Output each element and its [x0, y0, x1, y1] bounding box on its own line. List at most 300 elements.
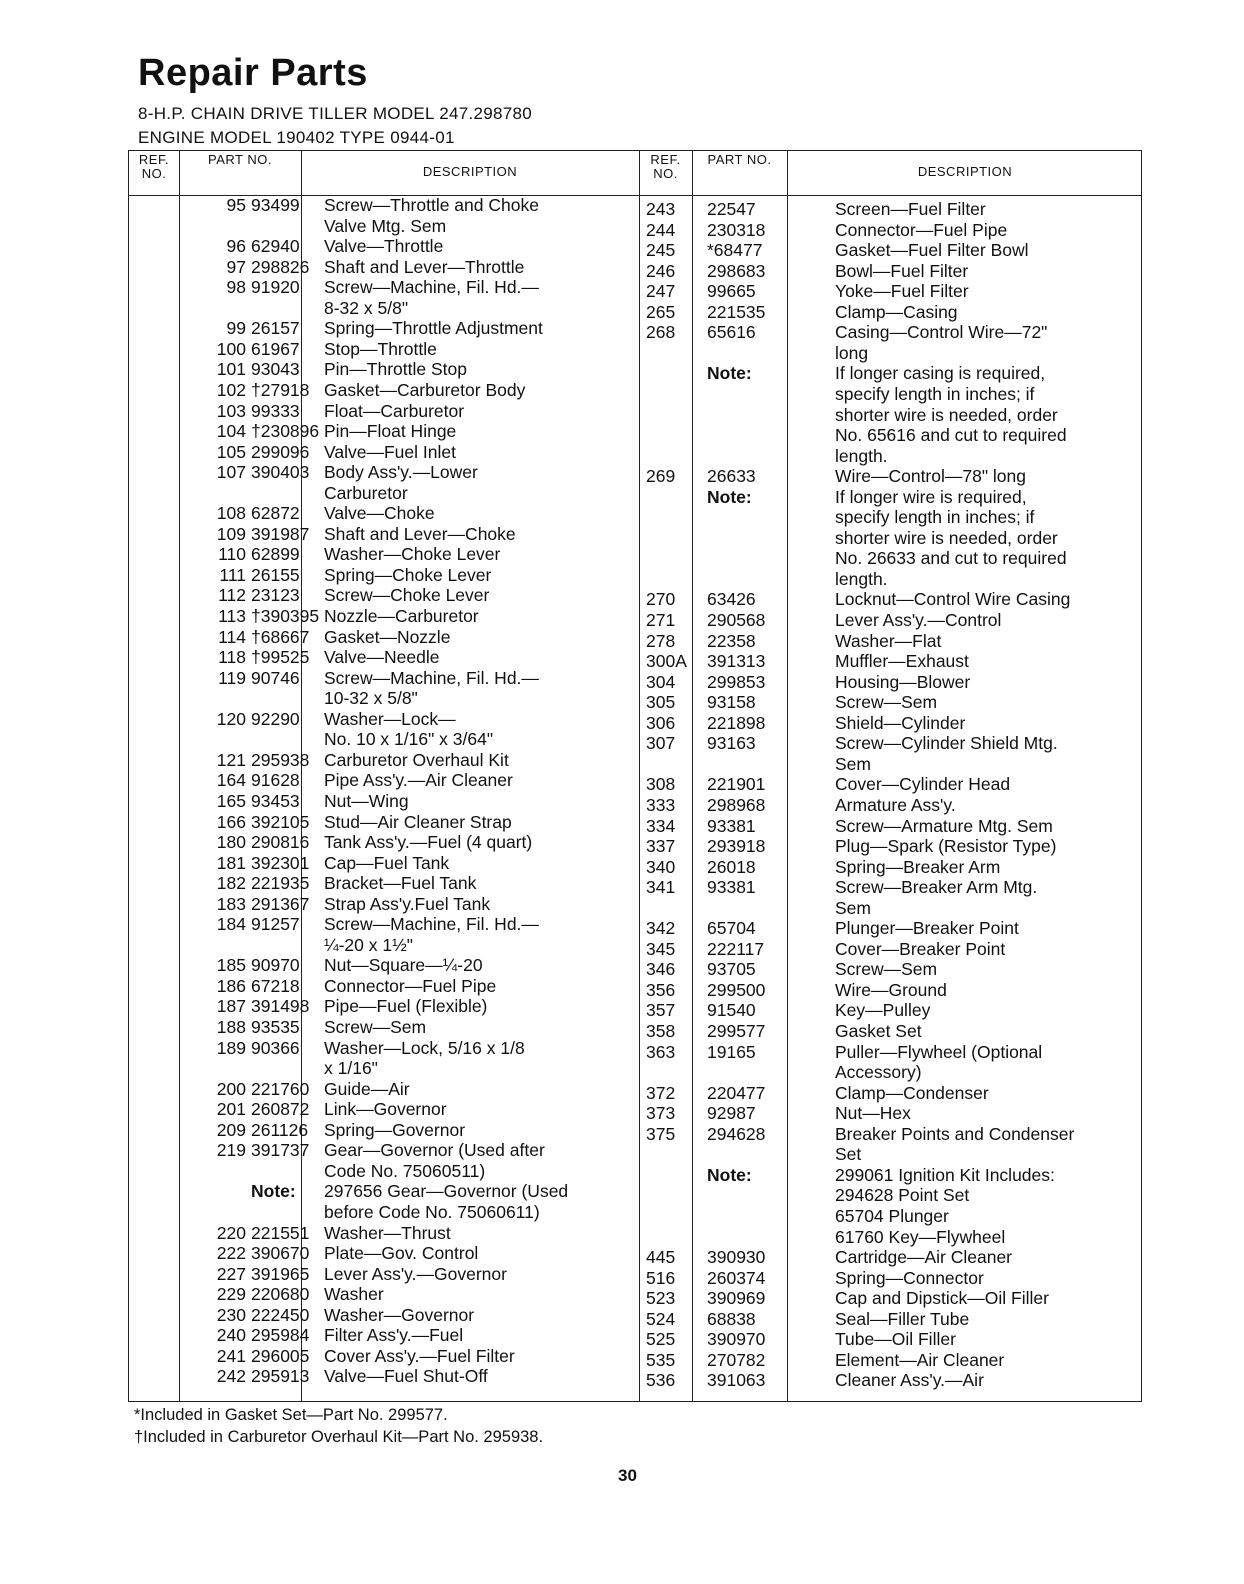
- part-cell: 230318: [707, 219, 766, 240]
- ref-cell: 308: [646, 774, 676, 795]
- part-cell: 299577: [707, 1021, 766, 1041]
- part-cell: †390395: [251, 606, 320, 626]
- ref-cell: 341: [646, 877, 676, 898]
- description-cell: Stop—Throttle: [324, 338, 437, 359]
- description-cell: Accessory): [835, 1062, 922, 1083]
- ref-cell: 96: [226, 236, 246, 257]
- description-cell: Valve—Throttle: [324, 236, 444, 257]
- description-cell: Washer—Choke Lever: [324, 544, 501, 565]
- part-cell: †27918: [251, 379, 310, 400]
- ref-cell: 227: [216, 1263, 246, 1284]
- part-cell: 91628: [251, 770, 300, 791]
- ref-cell: 164: [216, 770, 246, 791]
- part-cell: Note:: [707, 363, 752, 384]
- part-cell: 295938: [251, 749, 310, 770]
- description-cell: No. 10 x 1/16" x 3/64": [324, 729, 494, 750]
- part-cell: Note:: [251, 1181, 296, 1202]
- description-cell: Wire—Ground: [835, 979, 947, 1000]
- description-cell: long: [835, 342, 869, 363]
- ref-cell: 247: [646, 281, 676, 302]
- footnote-carburetor-kit: †Included in Carburetor Overhaul Kit—Part No. 295938.: [134, 1428, 544, 1446]
- description-cell: Cartridge—Air Cleaner: [835, 1247, 1013, 1268]
- description-cell: Screw—Breaker Arm Mtg.: [835, 877, 1038, 898]
- ref-cell: 337: [646, 836, 676, 857]
- description-cell: Valve—Fuel Inlet: [324, 441, 456, 462]
- ref-cell: 200: [216, 1078, 246, 1099]
- ref-cell: 346: [646, 959, 676, 980]
- part-cell: 90366: [251, 1037, 300, 1058]
- part-cell: 91920: [251, 277, 300, 298]
- description-cell: Float—Carburetor: [324, 400, 465, 421]
- part-cell: 65704: [707, 918, 756, 939]
- part-cell: 93535: [251, 1017, 300, 1037]
- description-cell: Carburetor: [324, 482, 408, 503]
- ref-cell: 524: [646, 1308, 676, 1329]
- ref-cell: 104: [216, 421, 246, 442]
- page-title: Repair Parts: [138, 52, 368, 94]
- ref-cell: 535: [646, 1349, 676, 1370]
- description-cell: shorter wire is needed, order: [835, 404, 1058, 425]
- description-cell: Gear—Governor (Used after: [324, 1140, 545, 1161]
- footnote-gasket-set: *Included in Gasket Set—Part No. 299577.: [134, 1406, 448, 1424]
- description-cell: Shaft and Lever—Choke: [324, 523, 516, 544]
- ref-cell: 165: [216, 790, 246, 811]
- description-cell: If longer wire is required,: [835, 486, 1027, 507]
- part-cell: 296005: [251, 1345, 310, 1366]
- part-cell: 26633: [707, 466, 756, 487]
- part-cell: 62899: [251, 544, 300, 565]
- ref-cell: 186: [216, 975, 246, 996]
- part-cell: 93158: [707, 692, 756, 713]
- part-cell: 391063: [707, 1370, 766, 1391]
- ref-cell: 121: [216, 749, 246, 770]
- ref-cell: 356: [646, 979, 676, 1000]
- description-cell: Tube—Oil Filler: [835, 1329, 956, 1350]
- part-cell: 93499: [251, 195, 300, 215]
- ref-cell: 357: [646, 1000, 676, 1021]
- description-cell: Connector—Fuel Pipe: [835, 219, 1008, 240]
- part-cell: 23123: [251, 585, 300, 606]
- ref-cell: 222: [216, 1243, 246, 1264]
- ref-cell: 180: [216, 832, 246, 853]
- ref-cell: 358: [646, 1021, 676, 1041]
- header-description: DESCRIPTION: [422, 164, 518, 179]
- part-cell: 221760: [251, 1078, 310, 1099]
- description-cell: Nut—Wing: [324, 790, 409, 811]
- part-cell: 22358: [707, 630, 756, 651]
- description-cell: Shield—Cylinder: [835, 712, 966, 733]
- description-cell: 294628 Point Set: [835, 1185, 970, 1206]
- description-cell: Sem: [835, 897, 871, 918]
- ref-cell: 342: [646, 918, 676, 939]
- part-cell: 93705: [707, 959, 756, 980]
- part-cell: 90970: [251, 955, 300, 976]
- part-cell: 91540: [707, 1000, 756, 1021]
- description-cell: Screw—Machine, Fil. Hd.—: [324, 277, 539, 298]
- part-cell: 270782: [707, 1349, 766, 1370]
- part-cell: 222117: [707, 938, 765, 959]
- description-cell: Locknut—Control Wire Casing: [835, 589, 1071, 610]
- ref-cell: 188: [216, 1017, 246, 1037]
- part-cell: †99525: [251, 647, 310, 668]
- header-description-right: DESCRIPTION: [917, 164, 1013, 179]
- description-cell: Screw—Cylinder Shield Mtg.: [835, 733, 1058, 754]
- column-divider: [301, 151, 302, 1401]
- part-cell: 91257: [251, 914, 300, 935]
- description-cell: Nut—Hex: [835, 1103, 911, 1124]
- ref-cell: 306: [646, 712, 676, 733]
- description-cell: Cap and Dipstick—Oil Filler: [835, 1288, 1049, 1309]
- description-cell: Clamp—Casing: [835, 301, 958, 322]
- ref-cell: 120: [216, 708, 246, 729]
- description-cell: Lever Ass'y.—Governor: [324, 1263, 507, 1284]
- description-cell: Screw—Machine, Fil. Hd.—: [324, 667, 539, 688]
- part-cell: 65616: [707, 322, 756, 343]
- description-cell: Cover—Cylinder Head: [835, 774, 1011, 795]
- part-cell: 19165: [707, 1041, 756, 1062]
- ref-cell: 181: [216, 852, 246, 873]
- part-cell: 92290: [251, 708, 300, 729]
- part-cell: 392105: [251, 811, 310, 832]
- column-divider: [639, 151, 640, 1401]
- part-cell: 99665: [707, 281, 756, 302]
- description-cell: Pin—Throttle Stop: [324, 359, 467, 380]
- part-cell: 221898: [707, 712, 766, 733]
- part-cell: 93453: [251, 790, 300, 811]
- description-cell: Pipe Ass'y.—Air Cleaner: [324, 770, 513, 791]
- ref-cell: 242: [216, 1366, 246, 1387]
- part-cell: 390970: [707, 1329, 766, 1350]
- header-ref-no: REF. NO.: [138, 152, 170, 181]
- description-cell: Yoke—Fuel Filter: [835, 281, 969, 302]
- part-cell: 93381: [707, 815, 756, 836]
- description-cell: Plug—Spark (Resistor Type): [835, 836, 1057, 857]
- description-cell: Filter Ass'y.—Fuel: [324, 1325, 464, 1346]
- description-cell: specify length in inches; if: [835, 383, 1035, 404]
- description-cell: Breaker Points and Condenser: [835, 1123, 1075, 1144]
- part-cell: 26155: [251, 564, 300, 585]
- part-cell: 26018: [707, 856, 756, 877]
- ref-cell: 103: [216, 400, 246, 421]
- ref-cell: 300A: [646, 651, 687, 672]
- ref-cell: 114: [218, 626, 246, 647]
- part-cell: 391313: [707, 651, 766, 672]
- part-cell: 220680: [251, 1284, 310, 1305]
- description-cell: Plate—Gov. Control: [324, 1243, 479, 1264]
- part-cell: 290816: [251, 832, 310, 853]
- description-cell: Stud—Air Cleaner Strap: [324, 811, 512, 832]
- description-cell: Muffler—Exhaust: [835, 651, 969, 672]
- description-cell: Seal—Filler Tube: [835, 1308, 970, 1329]
- ref-cell: 536: [646, 1370, 676, 1391]
- ref-cell: 184: [216, 914, 246, 935]
- part-cell: 222450: [251, 1304, 310, 1325]
- part-cell: 390403: [251, 462, 310, 483]
- part-cell: 62940: [251, 236, 300, 257]
- ref-cell: 271: [646, 610, 676, 630]
- ref-cell: 101: [216, 359, 246, 380]
- column-divider: [692, 151, 693, 1401]
- ref-cell: 112: [218, 585, 246, 606]
- ref-cell: 307: [646, 733, 676, 754]
- part-cell: 392301: [251, 852, 310, 873]
- description-cell: 299061 Ignition Kit Includes:: [835, 1164, 1055, 1185]
- description-cell: Washer—Lock—: [324, 708, 456, 729]
- description-cell: Screen—Fuel Filter: [835, 199, 986, 219]
- description-cell: Spring—Governor: [324, 1119, 466, 1140]
- description-cell: Key—Pulley: [835, 1000, 931, 1021]
- part-cell: 299500: [707, 979, 766, 1000]
- ref-cell: 373: [646, 1103, 676, 1124]
- part-cell: 63426: [707, 589, 756, 610]
- part-cell: 295913: [251, 1366, 310, 1387]
- ref-cell: 108: [216, 503, 246, 524]
- description-cell: length.: [835, 568, 888, 589]
- ref-cell: 241: [216, 1345, 246, 1366]
- part-cell: 293918: [707, 836, 766, 857]
- ref-cell: 523: [646, 1288, 676, 1309]
- ref-cell: 102: [216, 379, 246, 400]
- ref-cell: 230: [216, 1304, 246, 1325]
- description-cell: Bowl—Fuel Filter: [835, 260, 969, 281]
- description-cell: Gasket Set: [835, 1021, 922, 1041]
- description-cell: 61760 Key—Flywheel: [835, 1226, 1006, 1247]
- description-cell: Cleaner Ass'y.—Air: [835, 1370, 984, 1391]
- ref-cell: 270: [646, 589, 676, 610]
- description-cell: No. 65616 and cut to required: [835, 425, 1067, 446]
- ref-cell: 516: [646, 1267, 676, 1288]
- ref-cell: 304: [646, 671, 676, 692]
- description-cell: Guide—Air: [324, 1078, 410, 1099]
- part-cell: 68838: [707, 1308, 756, 1329]
- engine-model-subtitle: ENGINE MODEL 190402 TYPE 0944-01: [138, 128, 455, 147]
- ref-cell: 265: [646, 301, 676, 322]
- description-cell: Casing—Control Wire—72": [835, 322, 1048, 343]
- description-cell: Wire—Control—78" long: [835, 466, 1027, 487]
- part-cell: 92987: [707, 1103, 756, 1124]
- description-cell: Tank Ass'y.—Fuel (4 quart): [324, 832, 533, 853]
- description-cell: x 1/16": [324, 1058, 378, 1079]
- part-cell: 62872: [251, 503, 300, 524]
- part-cell: 390670: [251, 1243, 310, 1264]
- ref-cell: 109: [216, 523, 246, 544]
- description-cell: Valve Mtg. Sem: [324, 215, 447, 236]
- header-part-no: PART NO.: [208, 152, 272, 167]
- description-cell: Body Ass'y.—Lower: [324, 462, 478, 483]
- ref-cell: 98: [226, 277, 246, 298]
- ref-cell: 340: [646, 856, 676, 877]
- description-cell: Screw—Choke Lever: [324, 585, 490, 606]
- ref-cell: 363: [646, 1041, 676, 1062]
- part-cell: 390930: [707, 1247, 766, 1268]
- description-cell: Valve—Fuel Shut-Off: [324, 1366, 488, 1387]
- description-cell: Pipe—Fuel (Flexible): [324, 996, 488, 1017]
- description-cell: Housing—Blower: [835, 671, 971, 692]
- ref-cell: 201: [216, 1099, 246, 1120]
- description-cell: Nut—Square—¼-20: [324, 955, 483, 976]
- description-cell: shorter wire is needed, order: [835, 527, 1058, 548]
- description-cell: Sem: [835, 753, 871, 774]
- description-cell: 297656 Gear—Governor (Used: [324, 1181, 569, 1202]
- description-cell: before Code No. 75060611): [324, 1201, 540, 1222]
- ref-cell: 246: [646, 260, 676, 281]
- description-cell: 65704 Plunger: [835, 1205, 949, 1226]
- description-cell: length.: [835, 445, 888, 466]
- part-cell: 61967: [251, 338, 300, 359]
- description-cell: Element—Air Cleaner: [835, 1349, 1005, 1370]
- description-cell: Washer: [324, 1284, 384, 1305]
- part-cell: 291367: [251, 893, 310, 914]
- ref-cell: 185: [216, 955, 246, 976]
- part-cell: 93163: [707, 733, 756, 754]
- description-cell: Cap—Fuel Tank: [324, 852, 450, 873]
- description-cell: Strap Ass'y.Fuel Tank: [324, 893, 491, 914]
- ref-cell: 99: [226, 318, 246, 339]
- description-cell: Spring—Breaker Arm: [835, 856, 1001, 877]
- part-cell: 221935: [251, 873, 310, 894]
- part-cell: 391965: [251, 1263, 310, 1284]
- ref-cell: 100: [216, 338, 246, 359]
- ref-cell: 113: [218, 606, 246, 626]
- ref-cell: 111: [219, 564, 246, 585]
- part-cell: 391498: [251, 996, 310, 1017]
- column-divider: [787, 151, 788, 1401]
- description-cell: Washer—Flat: [835, 630, 942, 651]
- ref-cell: 345: [646, 938, 676, 959]
- description-cell: 8-32 x 5/8": [324, 297, 409, 318]
- ref-cell: 95: [226, 195, 246, 215]
- description-cell: Cover Ass'y.—Fuel Filter: [324, 1345, 515, 1366]
- parts-table: [128, 150, 1142, 1402]
- ref-cell: 110: [218, 544, 246, 565]
- part-cell: *68477: [707, 240, 763, 261]
- description-cell: Cover—Breaker Point: [835, 938, 1006, 959]
- part-cell: 299096: [251, 441, 310, 462]
- ref-cell: 243: [646, 199, 676, 219]
- part-cell: 26157: [251, 318, 300, 339]
- part-cell: 298826: [251, 256, 310, 277]
- part-cell: 67218: [251, 975, 300, 996]
- ref-cell: 229: [216, 1284, 246, 1305]
- description-cell: Shaft and Lever—Throttle: [324, 256, 525, 277]
- part-cell: 221551: [251, 1222, 310, 1243]
- description-cell: Puller—Flywheel (Optional: [835, 1041, 1043, 1062]
- part-cell: 391987: [251, 523, 310, 544]
- ref-cell: 182: [216, 873, 246, 894]
- description-cell: Armature Ass'y.: [835, 794, 956, 815]
- part-cell: 261126: [251, 1119, 309, 1140]
- ref-cell: 107: [216, 462, 246, 483]
- ref-cell: 220: [216, 1222, 246, 1243]
- description-cell: Valve—Needle: [324, 647, 440, 668]
- part-cell: †68667: [251, 626, 310, 647]
- part-cell: Note:: [707, 1164, 752, 1185]
- description-cell: Gasket—Nozzle: [324, 626, 451, 647]
- description-cell: Connector—Fuel Pipe: [324, 975, 497, 996]
- column-divider: [179, 151, 180, 1401]
- part-cell: 299853: [707, 671, 766, 692]
- description-cell: Set: [835, 1144, 862, 1165]
- description-cell: Spring—Connector: [835, 1267, 984, 1288]
- ref-cell: 525: [646, 1329, 676, 1350]
- description-cell: Washer—Lock, 5/16 x 1/8: [324, 1037, 525, 1058]
- description-cell: Nozzle—Carburetor: [324, 606, 479, 626]
- header-part-no-right: PART NO.: [707, 152, 772, 167]
- part-cell: 221901: [707, 774, 766, 795]
- ref-cell: 219: [216, 1140, 246, 1161]
- description-cell: Gasket—Fuel Filter Bowl: [835, 240, 1029, 261]
- description-cell: Valve—Choke: [324, 503, 435, 524]
- description-cell: Carburetor Overhaul Kit: [324, 749, 509, 770]
- description-cell: Link—Governor: [324, 1099, 447, 1120]
- ref-cell: 209: [216, 1119, 246, 1140]
- ref-cell: 97: [226, 256, 246, 277]
- ref-cell: 240: [216, 1325, 246, 1346]
- description-cell: Code No. 75060511): [324, 1160, 486, 1181]
- ref-cell: 268: [646, 322, 676, 343]
- description-cell: Lever Ass'y.—Control: [835, 610, 1002, 630]
- description-cell: Screw—Armature Mtg. Sem: [835, 815, 1053, 836]
- part-cell: 220477: [707, 1082, 766, 1103]
- ref-cell: 166: [216, 811, 246, 832]
- ref-cell: 118: [218, 647, 246, 668]
- ref-cell: 189: [216, 1037, 246, 1058]
- part-cell: 391737: [251, 1140, 310, 1161]
- ref-cell: 334: [646, 815, 676, 836]
- part-cell: †230896: [251, 421, 320, 442]
- description-cell: ¼-20 x 1½": [324, 934, 413, 955]
- ref-cell: 119: [218, 667, 246, 688]
- tiller-model-subtitle: 8-H.P. CHAIN DRIVE TILLER MODEL 247.298780: [138, 104, 533, 123]
- description-cell: Plunger—Breaker Point: [835, 918, 1019, 939]
- part-cell: 260872: [251, 1099, 310, 1120]
- part-cell: 90746: [251, 667, 300, 688]
- header-ref-no-right: REF. NO.: [650, 152, 681, 181]
- description-cell: Washer—Governor: [324, 1304, 475, 1325]
- part-cell: 93043: [251, 359, 300, 380]
- part-cell: 295984: [251, 1325, 310, 1346]
- ref-cell: 187: [216, 996, 246, 1017]
- description-cell: Screw—Sem: [835, 692, 938, 713]
- part-cell: 294628: [707, 1123, 766, 1144]
- part-cell: 298683: [707, 260, 766, 281]
- ref-cell: 269: [646, 466, 676, 487]
- ref-cell: 278: [646, 630, 676, 651]
- description-cell: Spring—Choke Lever: [324, 564, 492, 585]
- part-cell: 93381: [707, 877, 756, 898]
- page-number: 30: [618, 1466, 637, 1485]
- description-cell: No. 26633 and cut to required: [835, 548, 1067, 569]
- description-cell: Gasket—Carburetor Body: [324, 379, 526, 400]
- part-cell: 298968: [707, 794, 766, 815]
- ref-cell: 244: [646, 219, 676, 240]
- ref-cell: 183: [216, 893, 246, 914]
- ref-cell: 372: [646, 1082, 676, 1103]
- description-cell: Bracket—Fuel Tank: [324, 873, 477, 894]
- part-cell: 260374: [707, 1267, 766, 1288]
- ref-cell: 445: [646, 1247, 676, 1268]
- description-cell: Screw—Sem: [324, 1017, 427, 1037]
- description-cell: Washer—Thrust: [324, 1222, 451, 1243]
- ref-cell: 333: [646, 794, 676, 815]
- ref-cell: 305: [646, 692, 676, 713]
- description-cell: Screw—Throttle and Choke: [324, 195, 539, 215]
- part-cell: 221535: [707, 301, 766, 322]
- description-cell: Screw—Machine, Fil. Hd.—: [324, 914, 539, 935]
- ref-cell: 105: [216, 441, 246, 462]
- part-cell: Note:: [707, 486, 752, 507]
- description-cell: Pin—Float Hinge: [324, 421, 457, 442]
